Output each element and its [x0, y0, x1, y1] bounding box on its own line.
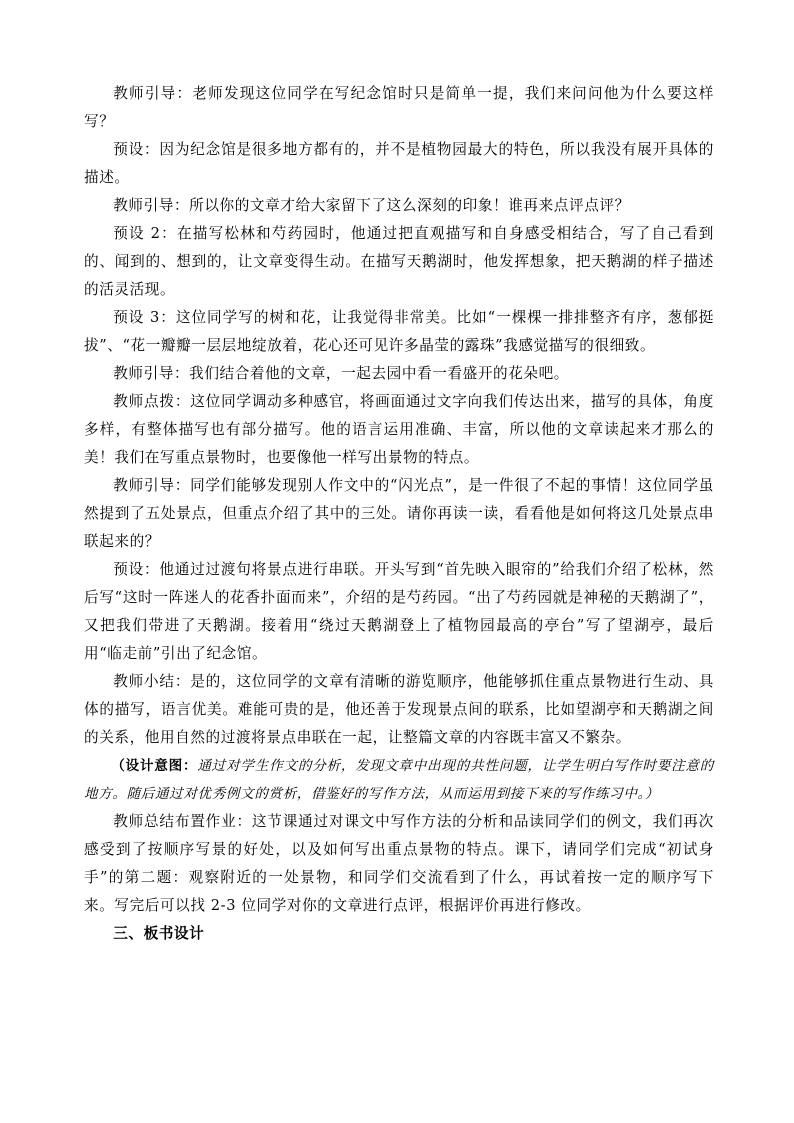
section-heading: 三、板书设计: [113, 925, 205, 942]
paragraph-teacher-guide-4: 教师引导：同学们能够发现别人作文中的“闪光点”，是一件很了不起的事情！这位同学虽然提到了五处景点，但重点介绍了其中的三处。请你再读一读，看看他是如何将这几处景点串联起来的？: [84, 477, 714, 550]
paragraph-teacher-guide-1: 教师引导：老师发现这位同学在写纪念馆时只是简单一提，我们来问问他为什么要这样写？: [84, 85, 714, 130]
paragraph-preset-4: 预设：他通过过渡句将景点进行串联。开头写到“首先映入眼帘的”给我们介绍了松林，然后写“这时一阵迷人的花香扑面而来”，介绍的是芍药园。“出了芍药园就是神秘的天鹅湖了”，又把我们带进了天鹅湖。接着用“绕过天鹅湖登上了植物园最高的亭台”写了望湖亭，最后用“临走前”引出了纪念馆。: [84, 561, 714, 662]
document-page: [84, 80, 714, 948]
paragraph-teacher-hint: 教师点拨：这位同学调动多种感官，将画面通过文字向我们传达出来，描写的具体，角度多样，有整体描写也有部分描写。他的语言运用准确、丰富，所以他的文章读起来才那么的美！我们在写重点景物时，也要像他一样写出景物的特点。: [84, 393, 714, 466]
paragraph-preset-3: 预设 3：这位同学写的树和花，让我觉得非常美。比如“一棵棵一排排整齐有序，葱郁挺拔”、“花一瓣瓣一层层地绽放着，花心还可见许多晶莹的露珠”我感觉描写的很细致。: [84, 309, 714, 354]
design-intent-label: （设计意图：: [111, 758, 198, 774]
paragraph-preset-1: 预设：因为纪念馆是很多地方都有的，并不是植物园最大的特色，所以我没有展开具体的描述。: [84, 141, 714, 186]
design-intent-note: [84, 752, 714, 808]
design-intent-text: 通过对学生作文的分析，发现文章中出现的共性问题，让学生明白写作时要注意的地方。随后通过对优秀例文的赏析，借鉴好的写作方法，从而运用到接下来的写作练习中。）: [84, 758, 714, 802]
paragraph-teacher-summary: 教师小结：是的，这位同学的文章有清晰的游览顺序，他能够抓住重点景物进行生动、具体的描写，语言优美。难能可贵的是，他还善于发现景点间的联系，比如望湖亭和天鹅湖之间的关系，他用自然的过渡将景点串联在一起，让整篇文章的内容既丰富又不繁杂。: [84, 673, 714, 746]
paragraph-preset-2: 预设 2：在描写松林和芍药园时，他通过把直观描写和自身感受相结合，写了自己看到的、闻到的、想到的，让文章变得生动。在描写天鹅湖时，他发挥想象，把天鹅湖的样子描述的活灵活现。: [84, 225, 714, 298]
paragraph-homework: 教师总结布置作业：这节课通过对课文中写作方法的分析和品读同学们的例文，我们再次感受到了按顺序写景的好处，以及如何写出重点景物的特点。课下，请同学们完成“初试身手”的第二题：观察附近的一处景物，和同学们交流看到了什么，再试着按一定的顺序写下来。写完后可以找 2-3 位同学对你的文章进行点评，根据评价再进行修改。: [84, 813, 714, 914]
paragraph-teacher-guide-2: 教师引导：所以你的文章才给大家留下了这么深刻的印象！谁再来点评点评？: [113, 197, 630, 214]
paragraph-teacher-guide-3: 教师引导：我们结合着他的文章，一起去园中看一看盛开的花朵吧。: [113, 365, 570, 382]
